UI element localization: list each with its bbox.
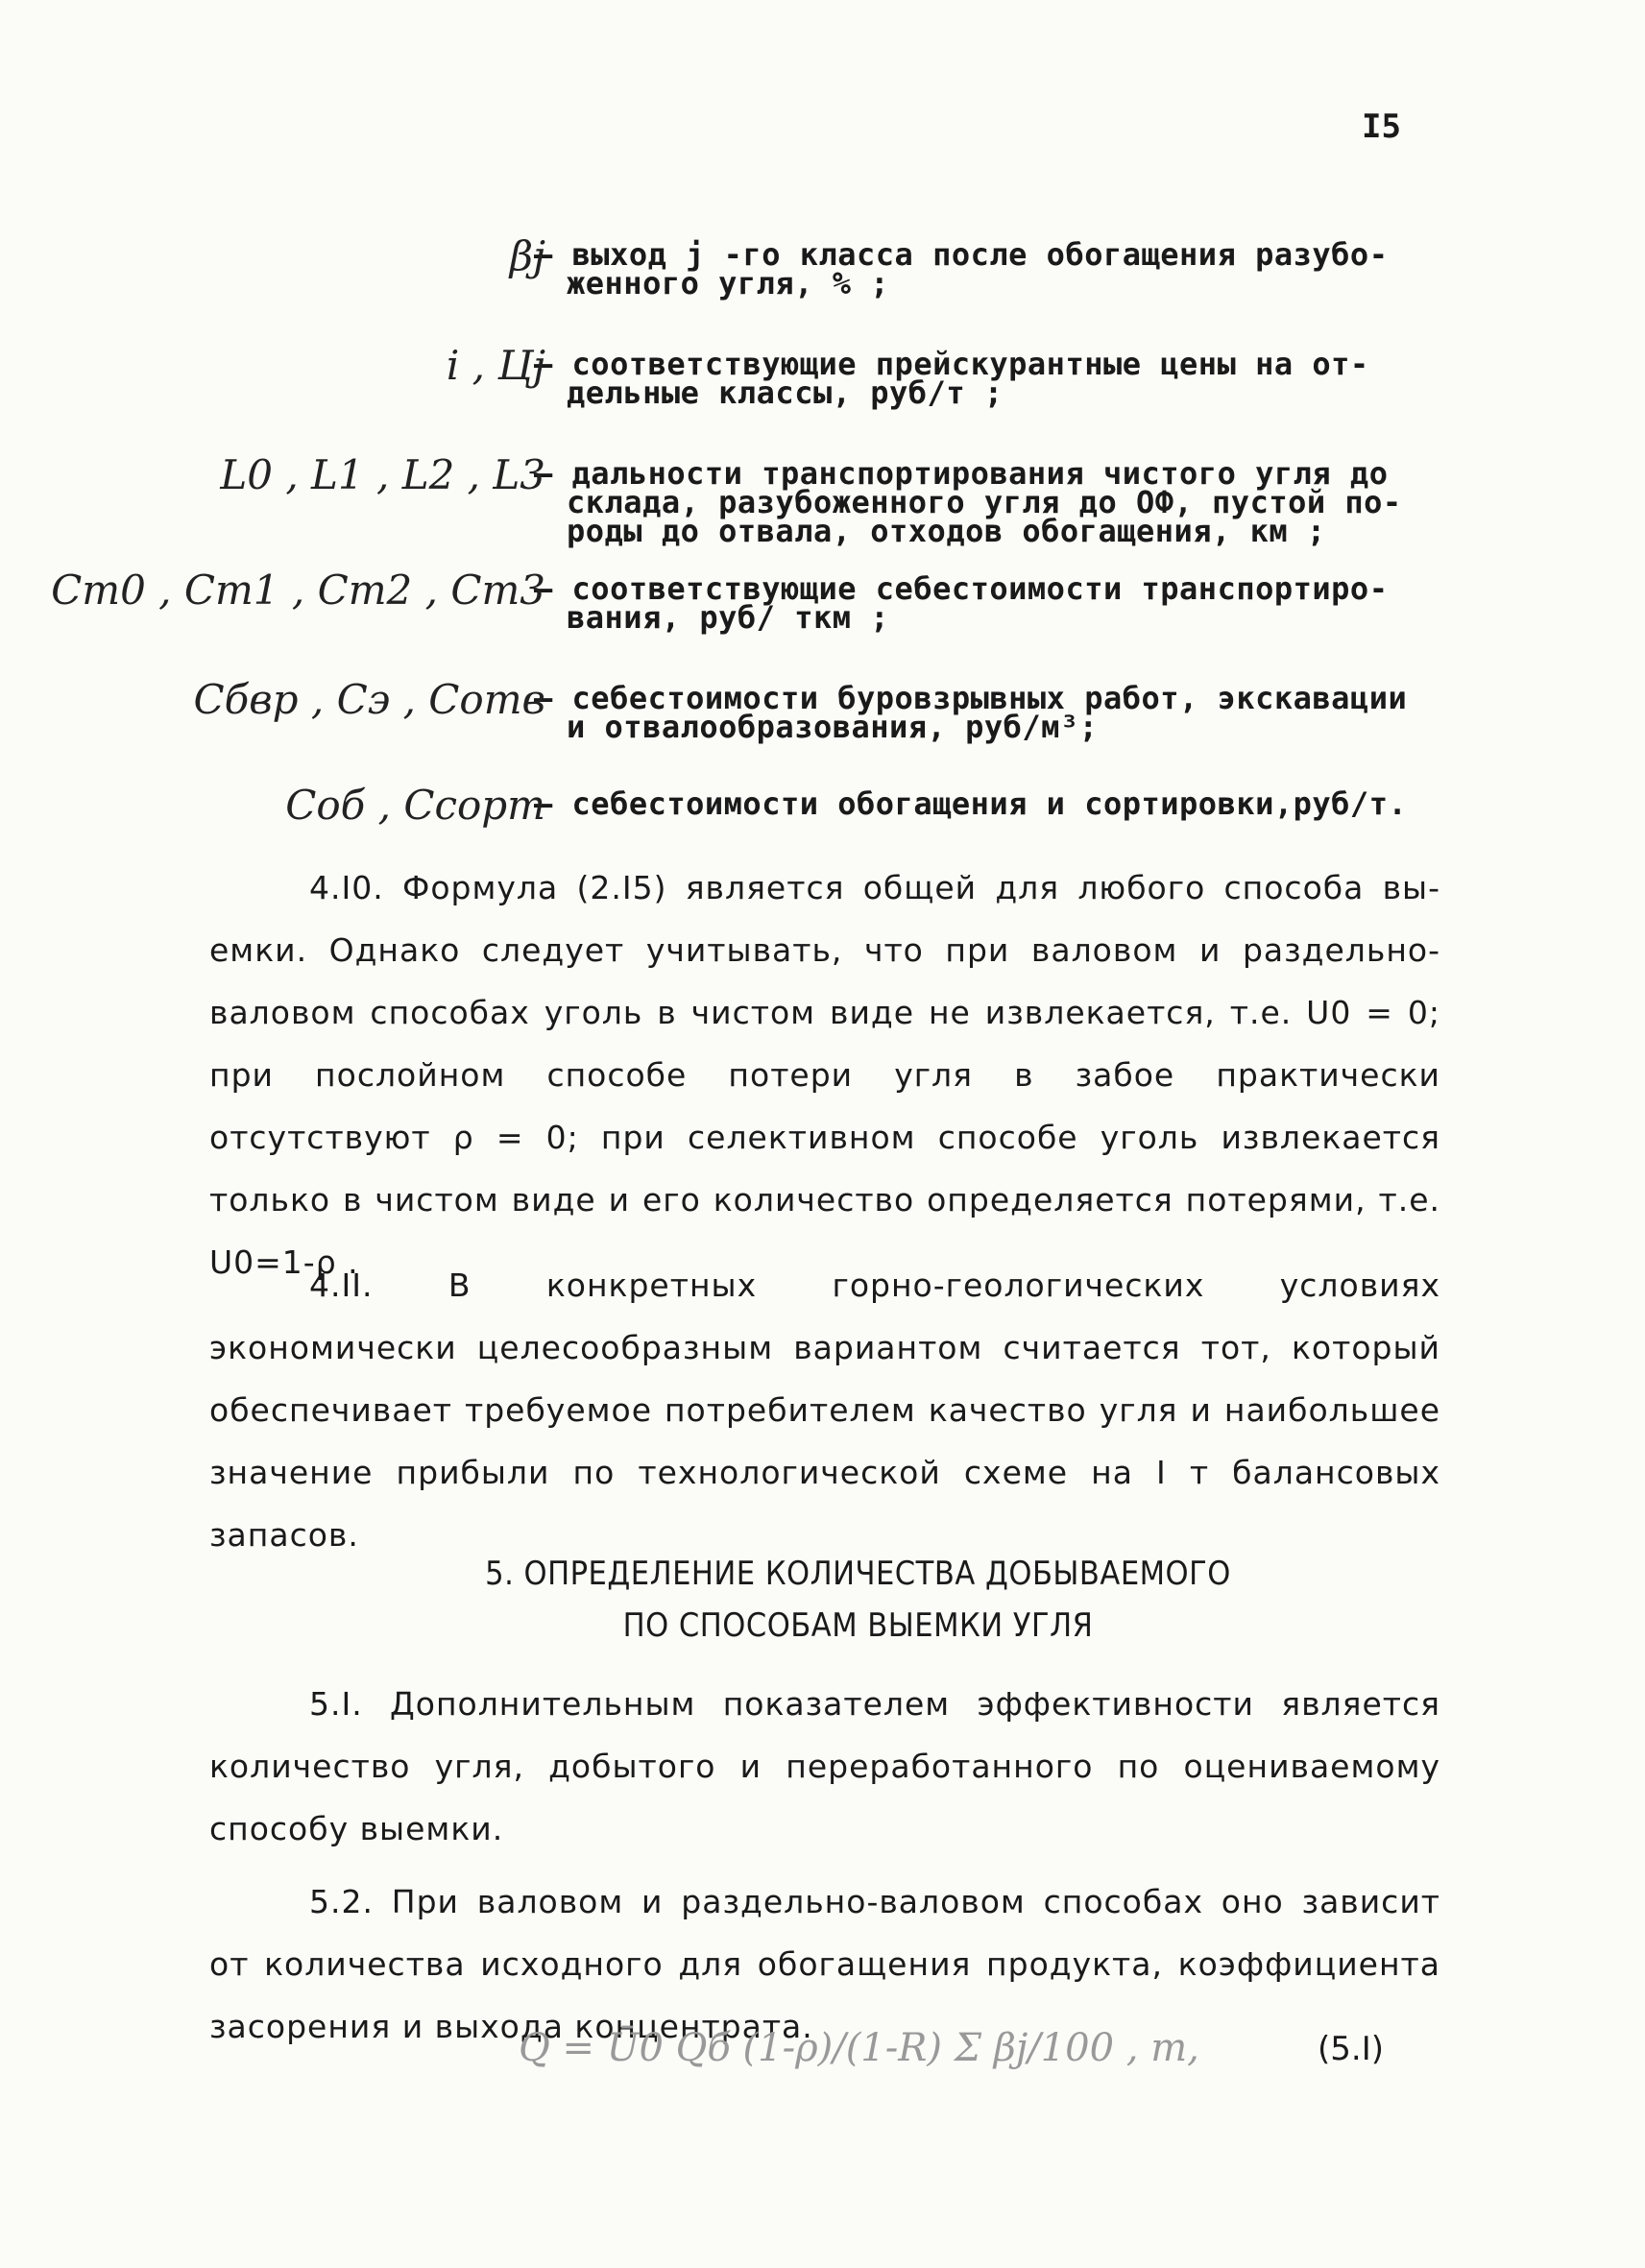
definition-distances	[0, 451, 1645, 549]
paragraph-5-1: 5.I. Дополнительным показателем эффективности является количество угля, добытого и переработанного по оцениваемому способу выемки.	[209, 1685, 1440, 1847]
definition-beta	[0, 232, 1645, 302]
formula-number: (5.I)	[1318, 2030, 1384, 2068]
symbol: Cбвр , Cэ , Cотв	[193, 676, 545, 723]
heading-line-2: ПО СПОСОБАМ ВЫЕМКИ УГЛЯ	[622, 1606, 1094, 1645]
symbol: Cоб , Cсорт	[285, 782, 545, 829]
definition-text: – соответствующие себестоимости транспортиро- вания, руб/ ткм ;	[534, 570, 1389, 636]
symbol: Cт0 , Cт1 , Cт2 , Cт3	[51, 567, 545, 614]
symbol: L0 , L1 , L2 , L3	[220, 451, 545, 498]
definition-blasting-costs	[0, 676, 1645, 745]
heading-line-1: 5. ОПРЕДЕЛЕНИЕ КОЛИЧЕСТВА ДОБЫВАЕМОГО	[485, 1555, 1231, 1593]
symbol: βj	[509, 232, 545, 279]
page-number: I5	[1362, 108, 1401, 146]
definition-text: – соответствующие прейскурантные цены на от- дельные классы, руб/т ;	[534, 346, 1369, 411]
symbol-definitions	[0, 232, 1645, 829]
definition-prices	[0, 342, 1645, 411]
symbol: i , Цj	[446, 342, 545, 389]
definition-text: – себестоимости буровзрывных работ, экскавации и отвалообразования, руб/м³;	[534, 680, 1408, 745]
definition-text: – себестоимости обогащения и сортировки,руб/т.	[534, 785, 1408, 822]
formula-5-1: Q = Ū0 Qб (1-ρ)/(1-R) Σ βj/100 , т,	[519, 2026, 1199, 2070]
paragraph-4-10: 4.I0. Формула (2.I5) является общей для любого способа вы-емки. Однако следует учитывать, что при валовом и раздельно-валовом способах уголь в чистом виде не извлекается, т.е. U0 = 0; при послойном способе потери угля в забое практически отсутствуют ρ = 0; при селективном способе уголь извлекается только в чистом виде и его количество определяется потерями, т.е. U0=1-ρ .	[209, 869, 1440, 1281]
paragraph-5-2: 5.2. При валовом и раздельно-валовом способах оно зависит от количества исходного для обогащения продукта, коэффициента засорения и выхода концентрата.	[209, 1883, 1440, 2045]
definition-text: – выход j -го класса после обогащения разубо- женного угля, % ;	[534, 236, 1389, 302]
definition-processing-costs	[0, 782, 1645, 829]
definition-text: – дальности транспортирования чистого угля до склада, разубоженного угля до ОФ, пустой по- роды до отвала, отходов обогащения, км ;	[534, 455, 1402, 549]
section-heading	[0, 1548, 1645, 1652]
paragraph-4-11: 4.II. В конкретных горно-геологических условиях экономически целесообразным вариантом считается тот, который обеспечивает требуемое потребителем качество угля и наибольшее значение прибыли по технологической схеме на I т балансовых запасов.	[209, 1267, 1440, 1554]
definition-transport-costs	[0, 567, 1645, 636]
